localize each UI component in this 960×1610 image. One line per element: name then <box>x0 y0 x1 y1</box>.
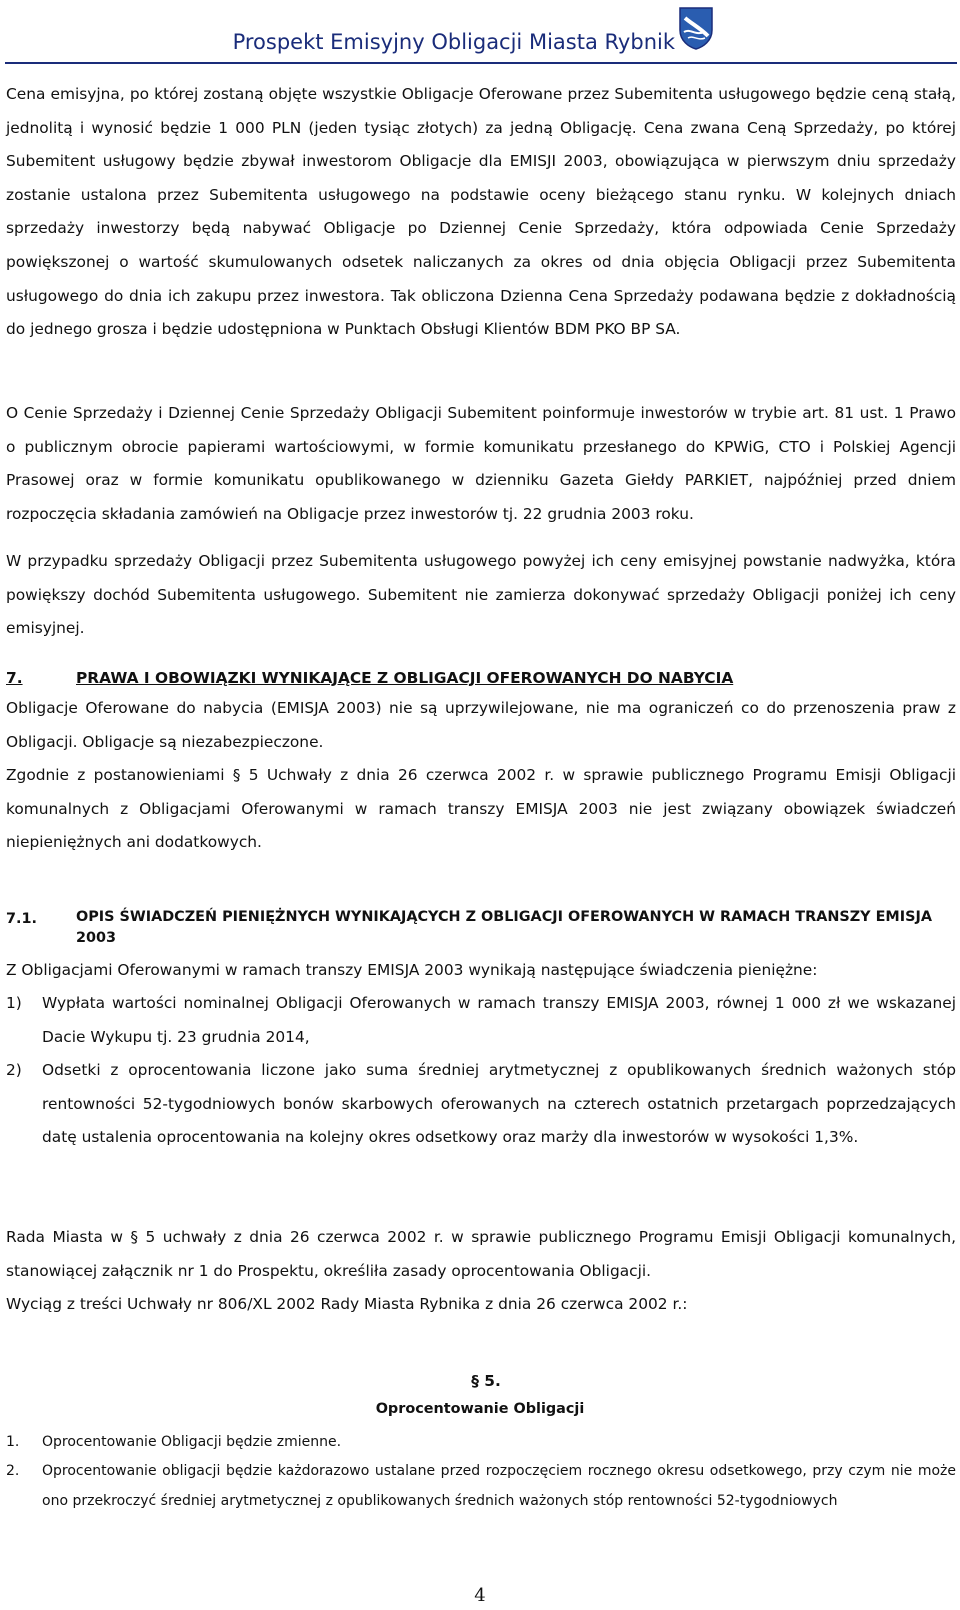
extract-item-number: 1. <box>6 1434 20 1450</box>
extract-item <box>6 1456 956 1516</box>
section-7-number: 7. <box>6 669 23 687</box>
page-number: 4 <box>474 1585 486 1606</box>
page-header <box>0 0 960 62</box>
extract-item-text: Oprocentowanie obligacji będzie każdorazowo ustalane przed rozpoczęciem rocznego okresu odsetkowego, przy czym nie może ono przekroczyć średniej arytmetycznej z opublikowanych średnich ważonych stóp rentowności 52-tygodniowych <box>42 1463 956 1509</box>
section-7-1-intro: Z Obligacjami Oferowanymi w ramach transzy EMISJA 2003 wynikają następujące świadczenia pieniężne: <box>6 961 818 979</box>
section-7-1-title: OPIS ŚWIADCZEŃ PIENIĘŻNYCH WYNIKAJĄCYCH Z OBLIGACJI OFEROWANYCH W RAMACH TRANSZY EMISJA 2003 <box>76 909 932 946</box>
list-item <box>6 1054 956 1155</box>
extract-heading: Oprocentowanie Obligacji <box>375 1401 585 1417</box>
list-item-text: Odsetki z oprocentowania liczone jako suma średniej arytmetycznej z opublikowanych średnich ważonych stóp rentowności 52-tygodniowych bonów skarbowych oferowanych na czterech ostatnich przetargach poprzedzających datę ustalenia oprocentowania na kolejny okres odsetkowy oraz marży dla inwestorów w wysokości 1,3%. <box>42 1061 956 1147</box>
paragraph-resolution-extract: Wyciąg z treści Uchwały nr 806/XL 2002 Rady Miasta Rybnika z dnia 26 czerwca 2002 r.: <box>6 1295 688 1313</box>
document-title: Prospekt Emisyjny Obligacji Miasta Rybnik <box>232 30 675 54</box>
rybnik-coat-of-arms-icon <box>678 6 714 50</box>
list-item-number: 2) <box>6 1061 22 1079</box>
extract-item <box>6 1427 956 1457</box>
section-7-title: PRAWA I OBOWIĄZKI WYNIKAJĄCE Z OBLIGACJI OFEROWANYCH DO NABYCIA <box>76 669 734 687</box>
paragraph-sale-price-info: O Cenie Sprzedaży i Dziennej Cenie Sprzedaży Obligacji Subemitent poinformuje inwestorów w trybie art. 81 ust. 1 Prawo o publicznym obrocie papierami wartościowymi, w formie komunikatu przesłanego do KPWiG, CTO i Polskiej Agencji Prasowej oraz w formie komunikatu opublikowanego w dzienniku Gazeta Giełdy PARKIET, najpóźniej przed dniem rozpoczęcia składania zamówień na Obligacje przez inwestorów tj. 22 grudnia 2003 roku. <box>6 404 956 523</box>
list-item-number: 1) <box>6 994 22 1012</box>
paragraph-surplus: W przypadku sprzedaży Obligacji przez Subemitenta usługowego powyżej ich ceny emisyjnej powstanie nadwyżka, która powiększy dochód Subemitenta usługowego. Subemitent nie zamierza dokonywać sprzedaży Obligacji poniżej ich ceny emisyjnej. <box>6 552 956 638</box>
extract-item-number: 2. <box>6 1463 20 1479</box>
header-rule <box>5 62 957 64</box>
section-7-1-number: 7.1. <box>6 911 37 927</box>
extract-paragraph-mark: § 5. <box>471 1372 501 1390</box>
list-item <box>6 987 956 1054</box>
section-7-paragraph-1: Obligacje Oferowane do nabycia (EMISJA 2003) nie są uprzywilejowane, nie ma ograniczeń co do przenoszenia praw z Obligacji. Obligacje są niezabezpieczone. <box>6 699 956 751</box>
extract-item-text: Oprocentowanie Obligacji będzie zmienne. <box>42 1434 342 1450</box>
paragraph-city-council: Rada Miasta w § 5 uchwały z dnia 26 czerwca 2002 r. w sprawie publicznego Programu Emisji Obligacji komunalnych, stanowiącej załącznik nr 1 do Prospektu, określiła zasady oprocentowania Obligacji. <box>6 1228 956 1280</box>
paragraph-issue-price: Cena emisyjna, po której zostaną objęte wszystkie Obligacje Oferowane przez Subemitenta usługowego będzie ceną stałą, jednolitą i wynosić będzie 1 000 PLN (jeden tysiąc złotych) za jedną Obligację. Cena zwana Ceną Sprzedaży, po której Subemitent usługowy będzie zbywał inwestorom Obligacje dla EMISJI 2003, obowiązująca w pierwszym dniu sprzedaży zostanie ustalona przez Subemitenta usługowego na podstawie oceny bieżącego stanu rynku. W kolejnych dniach sprzedaży inwestorzy będą nabywać Obligacje po Dziennej Cenie Sprzedaży, która odpowiada Cenie Sprzedaży powiększonej o wartość skumulowanych odsetek naliczanych za okres od dnia objęcia Obligacji przez Subemitenta usługowego do dnia ich zakupu przez inwestora. Tak obliczona Dzienna Cena Sprzedaży podawana będzie z dokładnością do jednego grosza i będzie udostępniona w Punktach Obsługi Klientów BDM PKO BP SA. <box>6 85 956 339</box>
section-7-paragraph-2: Zgodnie z postanowieniami § 5 Uchwały z dnia 26 czerwca 2002 r. w sprawie publicznego Programu Emisji Obligacji komunalnych z Obligacjami Oferowanymi w ramach transzy EMISJA 2003 nie jest związany obowiązek świadczeń niepieniężnych ani dodatkowych. <box>6 766 956 852</box>
list-item-text: Wypłata wartości nominalnej Obligacji Oferowanych w ramach transzy EMISJA 2003, równej 1 000 zł we wskazanej Dacie Wykupu tj. 23 grudnia 2014, <box>42 994 956 1046</box>
